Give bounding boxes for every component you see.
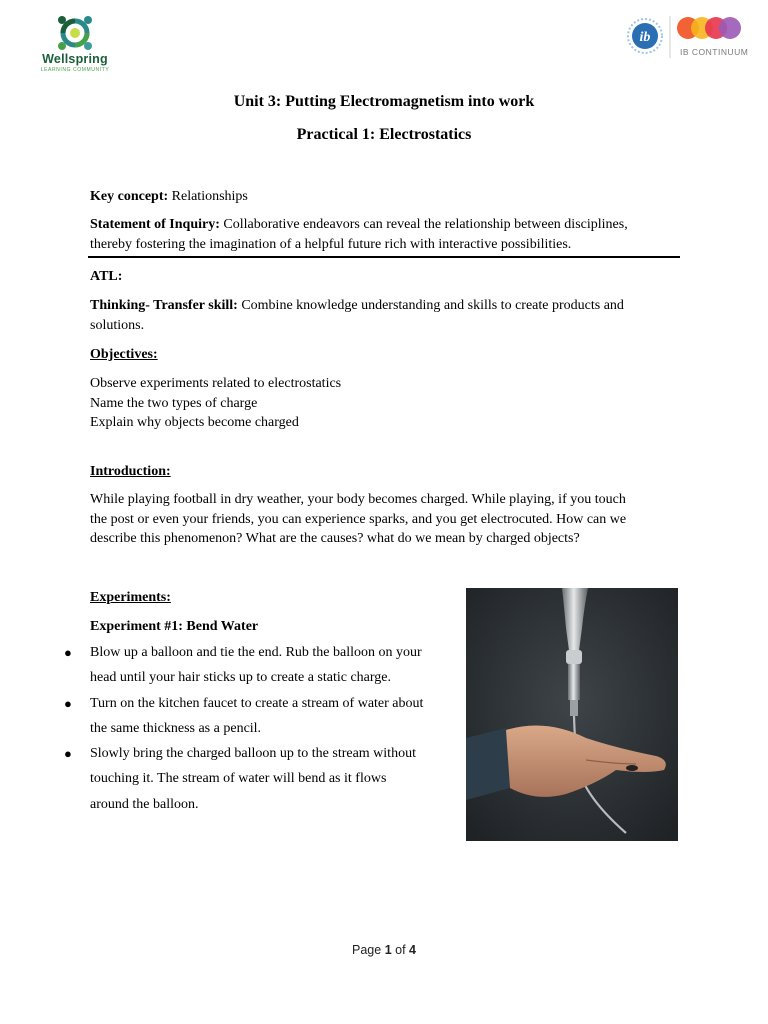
statement-label: Statement of Inquiry: xyxy=(90,217,220,232)
wellspring-name: Wellspring xyxy=(42,52,108,66)
step-line: head until your hair sticks up to create a static charge. xyxy=(90,670,392,686)
bullet-icon: ● xyxy=(64,645,72,660)
step-line: around the balloon. xyxy=(90,796,199,812)
objective-item: Explain why objects become charged xyxy=(90,415,299,430)
experiment-step xyxy=(64,640,455,691)
introduction-heading: Introduction: xyxy=(90,464,171,479)
step-line: Turn on the kitchen faucet to create a stream of water about xyxy=(90,695,424,711)
ib-continuum-logo xyxy=(618,10,752,68)
experiment-1-steps xyxy=(64,640,455,817)
experiments-heading: Experiments: xyxy=(90,590,171,605)
key-concept-label: Key concept: xyxy=(90,189,169,204)
step-line: touching it. The stream of water will bend as it flows xyxy=(90,771,387,787)
thinking-line-2: solutions. xyxy=(90,318,145,333)
page-current: 1 xyxy=(384,943,392,957)
page-prefix: Page xyxy=(352,943,385,957)
page-number xyxy=(0,943,768,957)
step-line: Blow up a balloon and tie the end. Rub the balloon on your xyxy=(90,645,422,660)
page-total: 4 xyxy=(409,943,416,957)
statement-line-2: thereby fostering the imagination of a helpful future rich with interactive possibilities. xyxy=(90,237,572,252)
objective-item: Name the two types of charge xyxy=(90,395,258,411)
wellspring-logo xyxy=(34,14,116,74)
introduction-line: describe this phenomenon? What are the causes? what do we mean by charged objects? xyxy=(90,531,580,546)
experiment-step xyxy=(64,691,455,742)
step-line: Slowly bring the charged balloon up to the stream without xyxy=(90,746,416,762)
objective-item: Observe experiments related to electrostatics xyxy=(90,376,342,391)
atl-heading: ATL: xyxy=(90,269,123,284)
objectives-heading: Objectives: xyxy=(90,347,158,362)
statement-of-inquiry xyxy=(90,215,680,255)
faucet-hand-photo xyxy=(466,588,678,841)
thinking-line-1: Combine knowledge understanding and skills to create products and xyxy=(237,298,624,313)
key-concept-value: Relationships xyxy=(168,189,248,204)
section-divider xyxy=(88,256,680,258)
step-line: the same thickness as a pencil. xyxy=(90,720,262,736)
introduction-line: While playing football in dry weather, your body becomes charged. While playing, if you touch xyxy=(90,492,626,507)
thinking-label: Thinking- Transfer skill: xyxy=(90,298,238,313)
statement-line-1: Collaborative endeavors can reveal the relationship between disciplines, xyxy=(219,217,628,232)
bullet-icon: ● xyxy=(64,695,72,711)
thinking-skill xyxy=(90,296,680,336)
experiment-step xyxy=(64,741,455,817)
introduction-text xyxy=(90,490,680,549)
svg-text:ib: ib xyxy=(639,30,651,45)
ib-continuum-text: IB CONTINUUM xyxy=(680,47,749,57)
wellspring-emblem-icon xyxy=(54,14,96,54)
page-middle: of xyxy=(391,943,410,957)
wellspring-subtitle: LEARNING COMMUNITY xyxy=(40,67,110,73)
experiment-1-title: Experiment #1: Bend Water xyxy=(90,619,259,634)
unit-title: Unit 3: Putting Electromagnetism into work xyxy=(233,93,535,110)
introduction-line: the post or even your friends, you can experience sparks, and you get electrocuted. How can we xyxy=(90,511,627,527)
practical-title: Practical 1: Electrostatics xyxy=(296,126,472,143)
key-concept xyxy=(90,187,680,207)
bullet-icon: ● xyxy=(64,746,72,762)
ib-emblem-icon xyxy=(618,10,752,68)
objectives-list xyxy=(90,374,680,433)
